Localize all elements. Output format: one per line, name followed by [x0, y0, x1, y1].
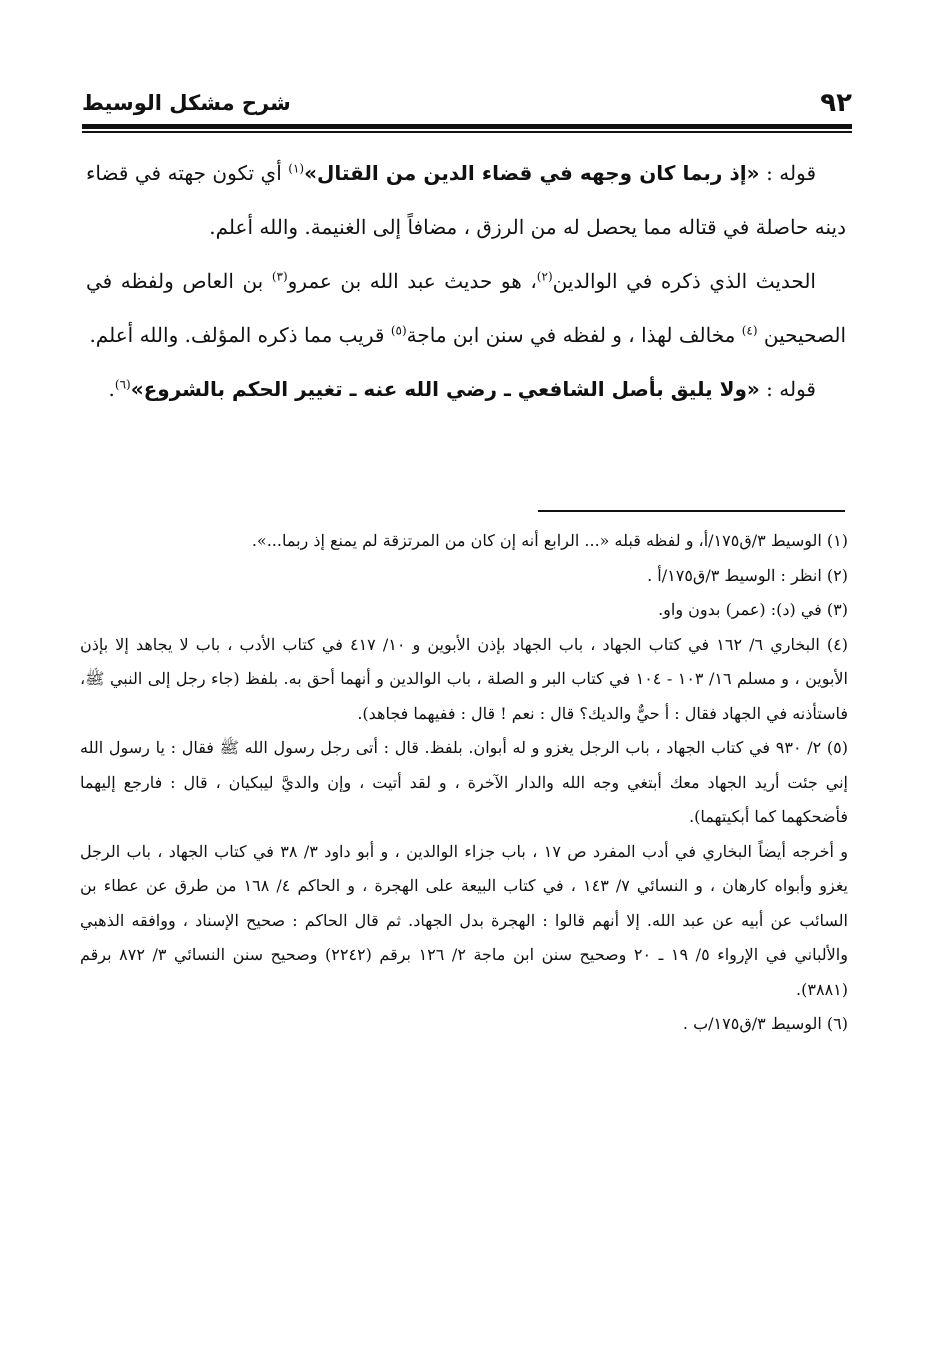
page-number: ٩٢	[820, 88, 852, 118]
footnotes	[80, 524, 848, 1042]
footnote-3: (٣) في (د): (عمر) بدون واو.	[658, 600, 848, 619]
paragraph-2	[86, 254, 846, 362]
main-text	[86, 146, 846, 416]
p1-commentary: أي تكون جهته في قضاء دينه حاصلة في قتاله مما يحصل له من الرزق ، مضافاً إلى الغنيمة. والله أعلم.	[86, 161, 846, 239]
paragraph-3	[86, 362, 846, 416]
p2-part-c: بن العاص ولفظه في الصحيحين	[86, 269, 846, 347]
running-title: شرح مشكل الوسيط	[82, 91, 291, 115]
header-rule-thin	[82, 131, 852, 133]
header-rule-thick	[82, 124, 852, 129]
footnote-ref-6: (٦)	[114, 377, 131, 392]
footnote-ref-1: (١)	[288, 161, 305, 176]
p3-end: .	[108, 377, 115, 401]
footnote-ref-3: (٣)	[271, 269, 288, 284]
p2-part-e: قريب مما ذكره المؤلف. والله أعلم.	[89, 323, 391, 347]
footnote-5: (٥) ٢/ ٩٣٠ في كتاب الجهاد ، باب الرجل يغزو و له أبوان. بلفظ. قال : أتى رجل رسول الله ﷺ فقال : يا رسول الله إني جئت أريد الجهاد معك أبتغي وجه الله والدار الآخرة ، و لقد أتيت ، وإن والديَّ ليبكيان ، قال : فارجع إليهما فأضحكهما كما أبكيتهما).	[80, 738, 849, 826]
p1-prefix: قوله :	[759, 161, 816, 185]
footnote-2: (٢) انظر : الوسيط ٣/ق١٧٥/أ .	[647, 565, 848, 585]
page-header	[82, 86, 852, 122]
footnote-separator	[538, 510, 845, 512]
footnote-ref-4: (٤)	[741, 323, 758, 338]
p2-part-d: مخالف لهذا ، و لفظه في سنن ابن ماجة	[406, 323, 742, 347]
footnote-5-continued: و أخرجه أيضاً البخاري في أدب المفرد ص ١٧ ، باب جزاء الوالدين ، و أبو داود ٣/ ٣٨ في كتاب الجهاد ، باب الرجل يغزو وأبواه كارهان ، و النسائي ٧/ ١٤٣ ، في كتاب البيعة على الهجرة ، و الحاكم ٤/ ١٦٨ من طرق عن عطاء بن السائب عن أبيه عن عبد الله. إلا أنهم قالوا : الهجرة بدل الجهاد. ثم قال الحاكم : صحيح الإسناد ، ووافقه الذهبي والألباني في الإرواء ٥/ ١٩ ـ ٢٠ وصحيح سنن ابن ماجة ٢/ ١٢٦ برقم (٢٢٤٢) وصحيح سنن النسائي ٣/ ٨٧٢ برقم (٣٨٨١).	[80, 841, 849, 999]
p1-quote: «إذ ربما كان وجهه في قضاء الدين من القتال»	[304, 161, 760, 185]
p2-part-a: الحديث الذي ذكره في الوالدين	[552, 269, 816, 293]
p2-part-b: ، هو حديث عبد الله بن عمرو	[287, 269, 537, 293]
p3-quote: «ولا يليق بأصل الشافعي ـ رضي الله عنه ـ تغيير الحكم بالشروع»	[130, 377, 760, 401]
p3-prefix: قوله :	[759, 377, 816, 401]
footnote-ref-5: (٥)	[390, 323, 407, 338]
footnote-ref-2: (٢)	[536, 269, 553, 284]
footnote-4: (٤) البخاري ٦/ ١٦٢ في كتاب الجهاد ، باب الجهاد بإذن الأبوين و ١٠/ ٤١٧ في كتاب الأدب ، باب لا يجاهد إلا بإذن الأبوين ، و مسلم ١٦/ ١٠٣ - ١٠٤ في كتاب البر و الصلة ، باب الوالدين و أنهما أحق به. بلفظ (جاء رجل إلى النبي ﷺ، فاستأذنه في الجهاد فقال : أ حيٌّ والديك؟ قال : نعم ! قال : ففيهما فجاهد).	[80, 634, 849, 723]
paragraph-1	[86, 146, 846, 254]
footnote-6: (٦) الوسيط ٣/ق١٧٥/ب .	[682, 1014, 848, 1033]
footnote-1: (١) الوسيط ٣/ق١٧٥/أ، و لفظه قبله «... الرابع أنه إن كان من المرتزقة لم يمنع إذ ربما...».	[251, 531, 848, 550]
